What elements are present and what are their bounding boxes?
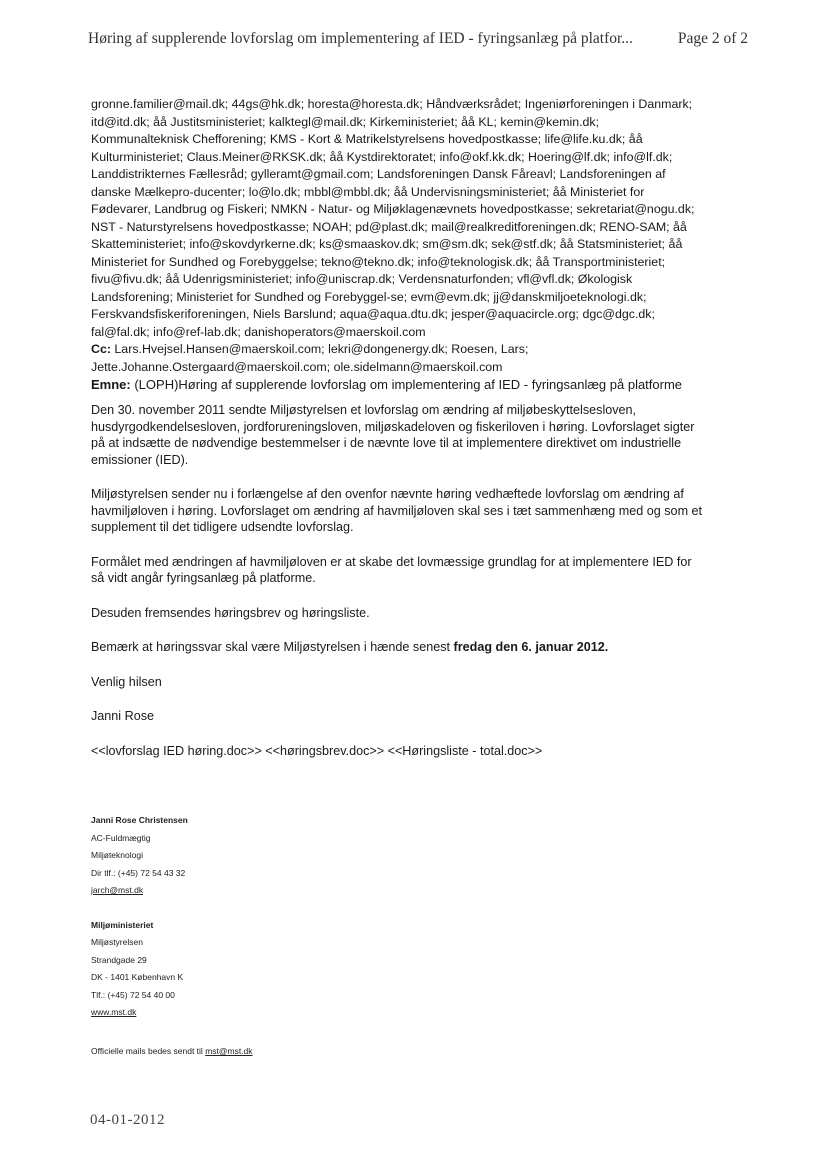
recipient-line: Landsforening; Ministeriet for Sundhed og Forebyggel-se; evm@evm.dk; jj@danskmiljoeteknologi.dk; (91, 289, 647, 304)
official-email-link[interactable]: mst@mst.dk (205, 1046, 253, 1056)
paragraph-line: emissioner (IED). (91, 452, 189, 467)
recipient-line: fal@fal.dk; info@ref-lab.dk; danishoperators@maerskoil.com (91, 324, 426, 339)
paragraph-line: Miljøstyrelsen sender nu i forlængelse af den ovenfor nævnte høring vedhæftede lovforslag om ændring af (91, 487, 684, 501)
recipient-line: Skatteministeriet; info@skovdyrkerne.dk; ks@smaaskov.dk; sm@sm.dk; sek@stf.dk; åå Statsministeriet; åå (91, 237, 683, 251)
paragraph-line: så vidt angår fyringsanlæg på platforme. (91, 571, 316, 585)
deadline-date: fredag den 6. januar 2012. (453, 640, 609, 654)
subject-line (91, 376, 743, 394)
recipient-line: Ministeriet for Sundhed og Forebyggelse; tekno@tekno.dk; info@teknologisk.dk; åå Transportministeriet; (91, 254, 666, 269)
recipient-line: Landdistrikternes Fællesråd; gylleramt@gmail.com; Landsforeningen Dansk Fåreavl; Landsforeningen af (91, 167, 666, 181)
recipient-line: Kulturministeriet; Claus.Meiner@RKSK.dk; åå Kystdirektoratet; info@okf.kk.dk; Hoering@lf.dk; info@lf.dk; (91, 149, 673, 164)
recipient-line: Ferskvandsfiskeriforeningen, Niels Barslund; aqua@aqua.dtu.dk; jesper@aquacircle.org; dgc@dgc.dk; (91, 307, 655, 321)
deadline-paragraph (91, 639, 741, 656)
signature-tel: Tlf.: (+45) 72 54 40 00 (91, 989, 175, 1000)
recipient-line: itd@itd.dk; åå Justitsministeriet; kalktegl@mail.dk; Kirkeministeriet; åå KL; kemin@kemin.dk; (91, 114, 600, 129)
paragraph (91, 486, 741, 536)
signature-email-link[interactable]: jarch@mst.dk (91, 885, 144, 895)
signature-web-link[interactable]: www.mst.dk (91, 1007, 137, 1017)
sender-text: Janni Rose (91, 709, 155, 723)
greeting (91, 674, 741, 691)
paragraph (91, 554, 741, 587)
recipient-line: danske Mælkepro-ducenter; lo@lo.dk; mbbl@mbbl.dk; åå Undervisningsministeriet; åå Ministeriet for (91, 184, 645, 199)
recipient-line: fivu@fivu.dk; åå Udenrigsministeriet; info@uniscrap.dk; Verdensnaturfonden; vfl@vfl.dk; Økologisk (91, 272, 633, 286)
official-note-text: Officielle mails bedes sendt til (91, 1046, 206, 1056)
signature-city: DK - 1401 København K (91, 972, 184, 982)
document-title: Høring af supplerende lovforslag om implementering af IED - fyringsanlæg på platfor... (88, 30, 633, 47)
sender-name (91, 708, 741, 725)
cc-value: Lars.Hvejsel.Hansen@maerskoil.com; lekri@dongenergy.dk; Roesen, Lars; (110, 342, 529, 356)
message-body (91, 402, 741, 777)
signature-phone: Dir tlf.: (+45) 72 54 43 32 (91, 867, 186, 878)
subject-label: Emne: (91, 377, 131, 392)
subject-value: (LOPH)Høring af supplerende lovforslag om implementering af IED - fyringsanlæg på platforme (130, 377, 683, 392)
paragraph-line: Formålet med ændringen af havmiljøloven er at skabe det lovmæssige grundlag for at implementere IED for (91, 554, 692, 569)
paragraph-line: husdyrgodkendelsesloven, jordforureningsloven, miljøskadeloven og fiskeriloven i høring. Lovforslaget sigter (91, 419, 695, 434)
page-number: Page 2 of 2 (677, 30, 748, 47)
paragraph-line: Den 30. november 2011 sendte Miljøstyrelsen et lovforslag om ændring af miljøbeskyttelsesloven, (91, 403, 637, 417)
greeting-text: Venlig hilsen (91, 674, 162, 689)
date-stamp: 04-01-2012 (90, 1112, 165, 1128)
signature-dept: Miljøteknologi (91, 850, 143, 860)
signature-title: AC-Fuldmægtig (91, 832, 151, 843)
recipient-line: gronne.familier@mail.dk; 44gs@hk.dk; horesta@horesta.dk; Håndværksrådet; Ingeniørforeningen i Danmark; (91, 97, 693, 111)
official-mail-note (91, 1046, 253, 1056)
signature-agency: Miljøstyrelsen (91, 937, 143, 947)
cc-line (91, 341, 743, 359)
paragraph-line: supplement til det tidligere udsendte lovforslag. (91, 520, 354, 534)
recipient-line: Kommunalteknisk Chefforening; KMS - Kort & Matrikelstyrelsens hovedpostkasse; life@life.ku.dk; åå (91, 132, 643, 146)
paragraph-line: havmiljøloven i høring. Lovforslaget om ændring af havmiljøloven skal ses i tæt sammenhæng med og som et (91, 503, 703, 518)
signature-org: Miljøministeriet (91, 919, 154, 930)
paragraph (91, 605, 741, 622)
paragraph (91, 402, 741, 468)
signature-block (91, 812, 491, 1022)
cc-line-continued: Jette.Johanne.Ostergaard@maerskoil.com; ole.sidelmann@maerskoil.com (91, 359, 503, 374)
attachment-list[interactable]: <<lovforslag IED høring.doc>> <<høringsbrev.doc>> <<Høringsliste - total.doc>> (91, 743, 543, 758)
cc-label: Cc: (91, 342, 111, 356)
page-header (88, 30, 748, 54)
recipients-block (91, 96, 743, 394)
paragraph-line (91, 639, 741, 656)
recipient-line: Fødevarer, Landbrug og Fiskeri; NMKN - Natur- og Miljøklagenævnets hovedpostkasse; sekretariat@nogu.dk; (91, 202, 695, 216)
signature-name: Janni Rose Christensen (91, 815, 188, 825)
signature-street: Strandgade 29 (91, 954, 147, 965)
recipient-line: NST - Naturstyrelsens hovedpostkasse; NOAH; pd@plast.dk; mail@realkreditforeningen.dk; RENO-SAM; åå (91, 219, 687, 234)
paragraph-line: på at indsætte de nødvendige bestemmelser i de nævnte love til at implementere direktivet om industrielle (91, 436, 682, 450)
attachments (91, 743, 741, 760)
paragraph-line: Desuden fremsendes høringsbrev og høringsliste. (91, 605, 370, 620)
deadline-text: Bemærk at høringssvar skal være Miljøstyrelsen i hænde senest (91, 640, 454, 654)
